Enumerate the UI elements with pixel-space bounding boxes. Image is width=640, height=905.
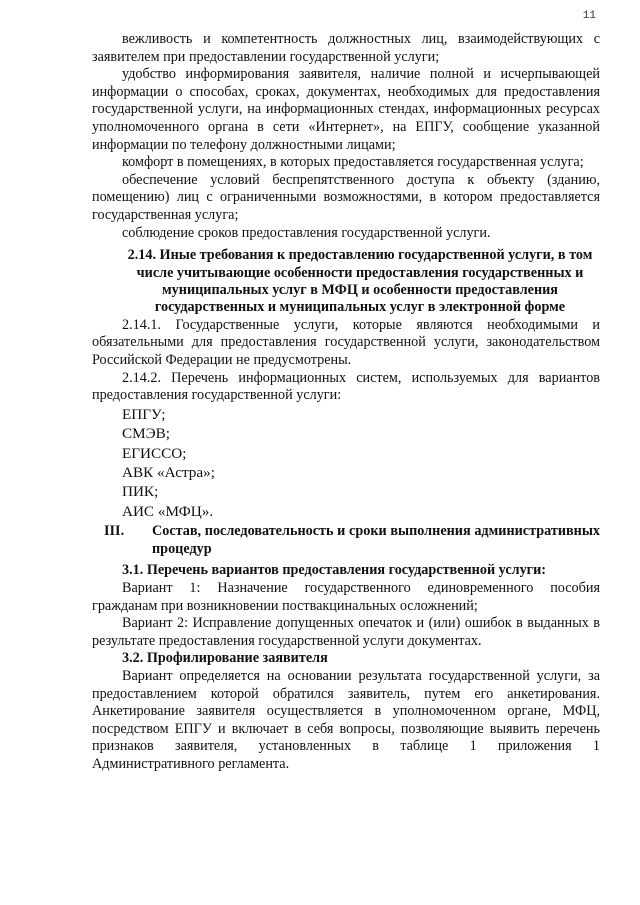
section-heading-3 <box>92 523 600 558</box>
list-item: АВК «Астра»; <box>122 463 215 481</box>
paragraph: обеспечение условий беспрепятственного доступа к объекту (зданию, помещению) лиц с ограниченными возможностями, в котором предоставляется государственная услуга; <box>92 171 600 223</box>
section-heading-2-14: 2.14. Иные требования к предоставлению государственной услуги, в том числе учитывающие особенности предоставления государственных и муниципальных услуг в МФЦ и особенности предоставления государственных и муниципальных услуг в электронной форме <box>127 247 593 316</box>
subsection-heading-3-1: 3.1. Перечень вариантов предоставления государственной услуги: <box>122 562 547 579</box>
paragraph: Вариант определяется на основании результата государственной услуги, за предоставлением которой обратился заявитель, путем его анкетирования. Анкетирование заявителя осуществляется в уполномоченном органе, МФЦ, посредством ЕПГУ и включает в себя вопросы, позволяющие выявить перечень признаков заявителя, установленных в таблице 1 приложения 1 Административного регламента. <box>92 667 600 772</box>
section-number: III. <box>104 523 125 540</box>
list-item: ПИК; <box>122 483 159 501</box>
paragraph: соблюдение сроков предоставления государственной услуги. <box>122 224 491 241</box>
list-item: АИС «МФЦ». <box>122 502 214 520</box>
paragraph: 2.14.1. Государственные услуги, которые являются необходимыми и обязательными для предоставления государственной услуги, законодательством Российской Федерации не предусмотрены. <box>92 316 600 368</box>
list-item: ЕГИССО; <box>122 444 187 462</box>
subsection-heading-3-2: 3.2. Профилирование заявителя <box>122 650 328 667</box>
paragraph: комфорт в помещениях, в которых предоставляется государственная услуга; <box>122 154 584 171</box>
list-item: ЕПГУ; <box>122 405 166 423</box>
document-body <box>92 31 600 773</box>
systems-list <box>92 405 600 521</box>
list-item: СМЭВ; <box>122 425 171 443</box>
paragraph: 2.14.2. Перечень информационных систем, используемых для вариантов предоставления государственной услуги: <box>92 369 600 404</box>
page-number: 11 <box>582 10 596 22</box>
paragraph: удобство информирования заявителя, наличие полной и исчерпывающей информации о способах, сроках, документах, необходимых для предоставления государственной услуги, на информационных стендах, информационных ресурсах уполномоченного органа в сети «Интернет», на ЕПГУ, сообщение указанной информации по телефону должностными лицами; <box>92 66 600 153</box>
paragraph: Вариант 1: Назначение государственного единовременного пособия гражданам при возникновении поствакцинальных осложнений; <box>92 579 600 614</box>
paragraph: Вариант 2: Исправление допущенных опечаток и (или) ошибок в выданных в результате предоставления государственной услуги документах. <box>92 615 600 649</box>
section-title: Состав, последовательность и сроки выполнения административных процедур <box>152 523 600 557</box>
paragraph: вежливость и компетентность должностных лиц, взаимодействующих с заявителем при предоставлении государственной услуги; <box>92 31 600 65</box>
